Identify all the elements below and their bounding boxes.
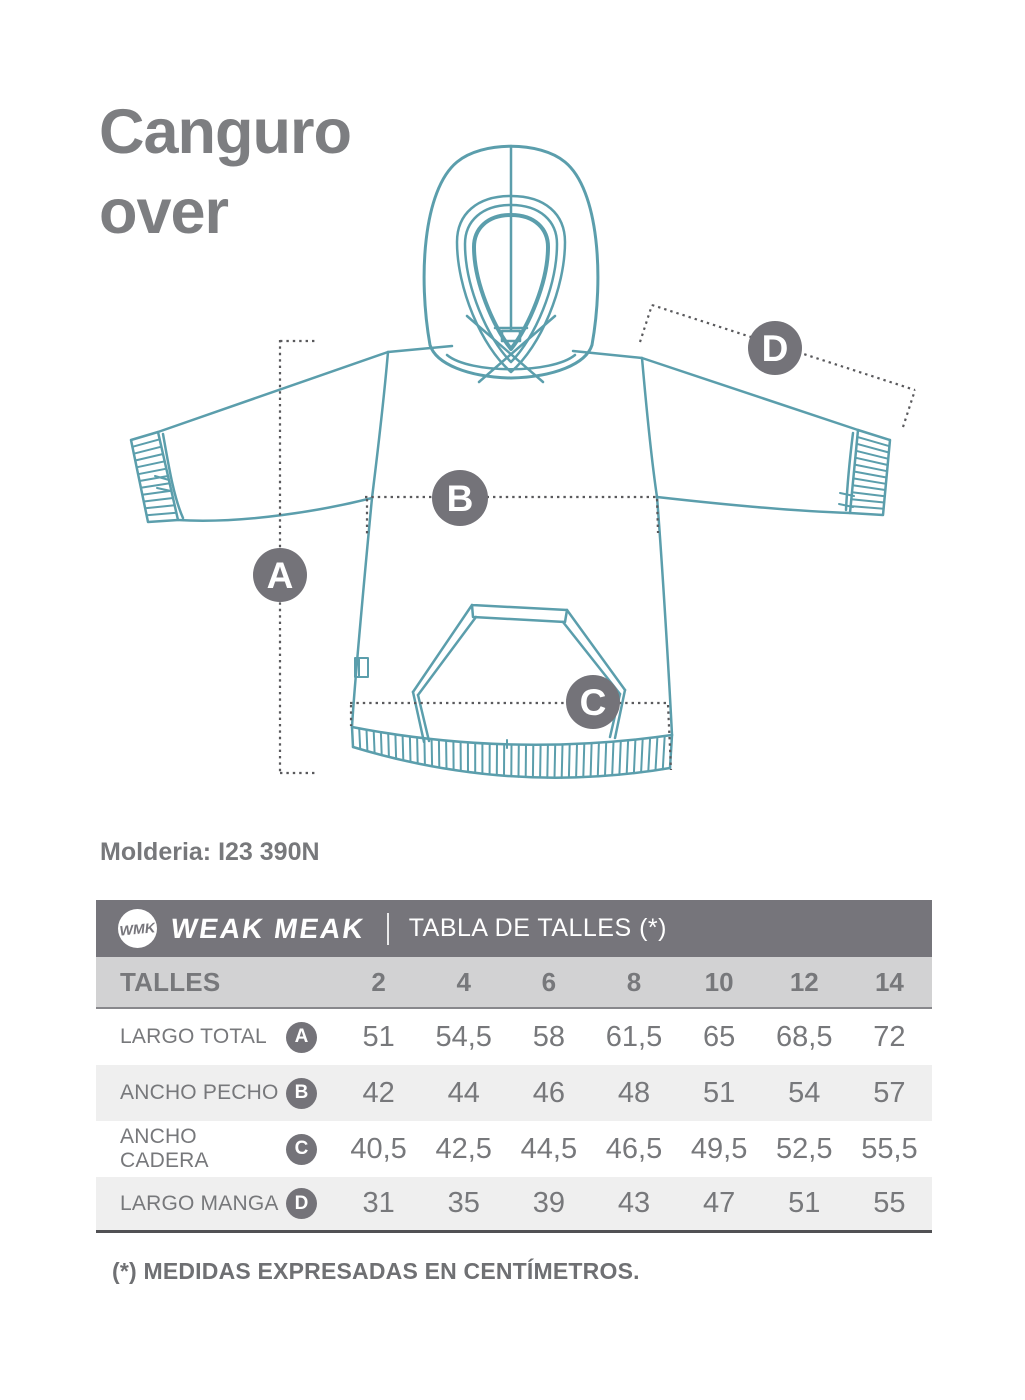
size-value-cell: 57	[873, 1076, 906, 1109]
size-header-cell: 2	[371, 966, 386, 997]
size-value-cell: 46	[532, 1076, 565, 1109]
row-marker-badge: A	[286, 1022, 317, 1053]
size-value-cell: 51	[703, 1076, 736, 1109]
size-value-cell: 42,5	[435, 1132, 492, 1165]
size-value-cell: 39	[532, 1187, 565, 1219]
size-value-cell: 49,5	[690, 1132, 748, 1165]
page-title-line2: over	[99, 177, 229, 247]
size-header-cell: 6	[541, 966, 557, 997]
hoodie-outline	[131, 146, 890, 778]
size-table-header	[96, 900, 932, 957]
size-value-cell: 46,5	[605, 1132, 663, 1165]
size-value-cell: 31	[362, 1187, 395, 1219]
size-value-cell: 52,5	[776, 1132, 833, 1165]
size-value-cell: 47	[703, 1187, 736, 1219]
brand-name: WEAK MEAK	[168, 912, 368, 944]
dimension-badges	[253, 321, 802, 729]
size-value-cell: 42	[362, 1076, 395, 1109]
size-value-cell: 48	[617, 1076, 651, 1109]
size-table	[96, 900, 932, 1233]
size-value-cell: 58	[532, 1020, 565, 1053]
table-row-largo-manga	[96, 1177, 932, 1233]
sizes-header-label: TALLES	[120, 966, 221, 997]
size-value-cell: 44,5	[520, 1132, 578, 1165]
hoodie-diagram	[95, 130, 935, 800]
table-row-largo-total	[96, 1009, 932, 1065]
row-label: ANCHO CADERA	[120, 1125, 209, 1172]
size-header-cell: 4	[456, 966, 471, 997]
size-value-cell: 72	[873, 1020, 906, 1053]
page-title-line1: Canguro	[99, 97, 351, 167]
header-divider	[387, 913, 389, 945]
size-value-cell: 35	[447, 1187, 480, 1219]
size-header-cell: 14	[874, 966, 904, 997]
badge-b-letter: B	[446, 478, 474, 519]
table-row-ancho-pecho	[96, 1065, 932, 1121]
size-value-cell: 68,5	[776, 1020, 833, 1053]
size-table-title: TABLA DE TALLES (*)	[408, 914, 667, 942]
badge-c-letter: C	[579, 682, 607, 723]
row-marker-badge: C	[286, 1134, 317, 1165]
brand-monogram: WMK	[118, 918, 157, 939]
row-marker-badge: D	[286, 1188, 317, 1219]
size-value-cell: 55,5	[861, 1132, 918, 1165]
molderia-label: Molderia: I23 390N	[100, 838, 320, 866]
size-value-cell: 43	[617, 1187, 651, 1219]
row-label: LARGO MANGA	[120, 1191, 279, 1215]
footnote: (*) MEDIDAS EXPRESADAS EN CENTÍMETROS.	[112, 1258, 640, 1284]
brand-logo-icon	[118, 909, 157, 948]
hoodie-diagram-svg	[95, 130, 935, 800]
size-value-cell: 44	[447, 1076, 480, 1109]
size-value-cell: 55	[873, 1187, 906, 1219]
size-value-cell: 65	[703, 1020, 736, 1053]
badge-d-letter: D	[761, 328, 789, 369]
size-header-cell: 8	[626, 966, 642, 997]
dim-b-line	[365, 497, 658, 534]
row-label: LARGO TOTAL	[120, 1025, 267, 1048]
size-value-cell: 61,5	[605, 1020, 663, 1053]
badge-a-letter: A	[266, 555, 294, 596]
row-marker-badge: B	[286, 1078, 317, 1109]
sizes-header-row	[96, 957, 932, 1009]
size-value-cell: 54,5	[435, 1020, 492, 1053]
size-value-cell: 51	[788, 1187, 821, 1219]
table-row-ancho-cadera	[96, 1121, 932, 1177]
size-value-cell: 54	[788, 1076, 821, 1109]
size-header-cell: 12	[789, 966, 819, 997]
size-value-cell: 51	[362, 1020, 395, 1053]
size-value-cell: 40,5	[350, 1132, 407, 1165]
size-header-cell: 10	[704, 966, 734, 997]
row-label: ANCHO PECHO	[120, 1081, 279, 1104]
